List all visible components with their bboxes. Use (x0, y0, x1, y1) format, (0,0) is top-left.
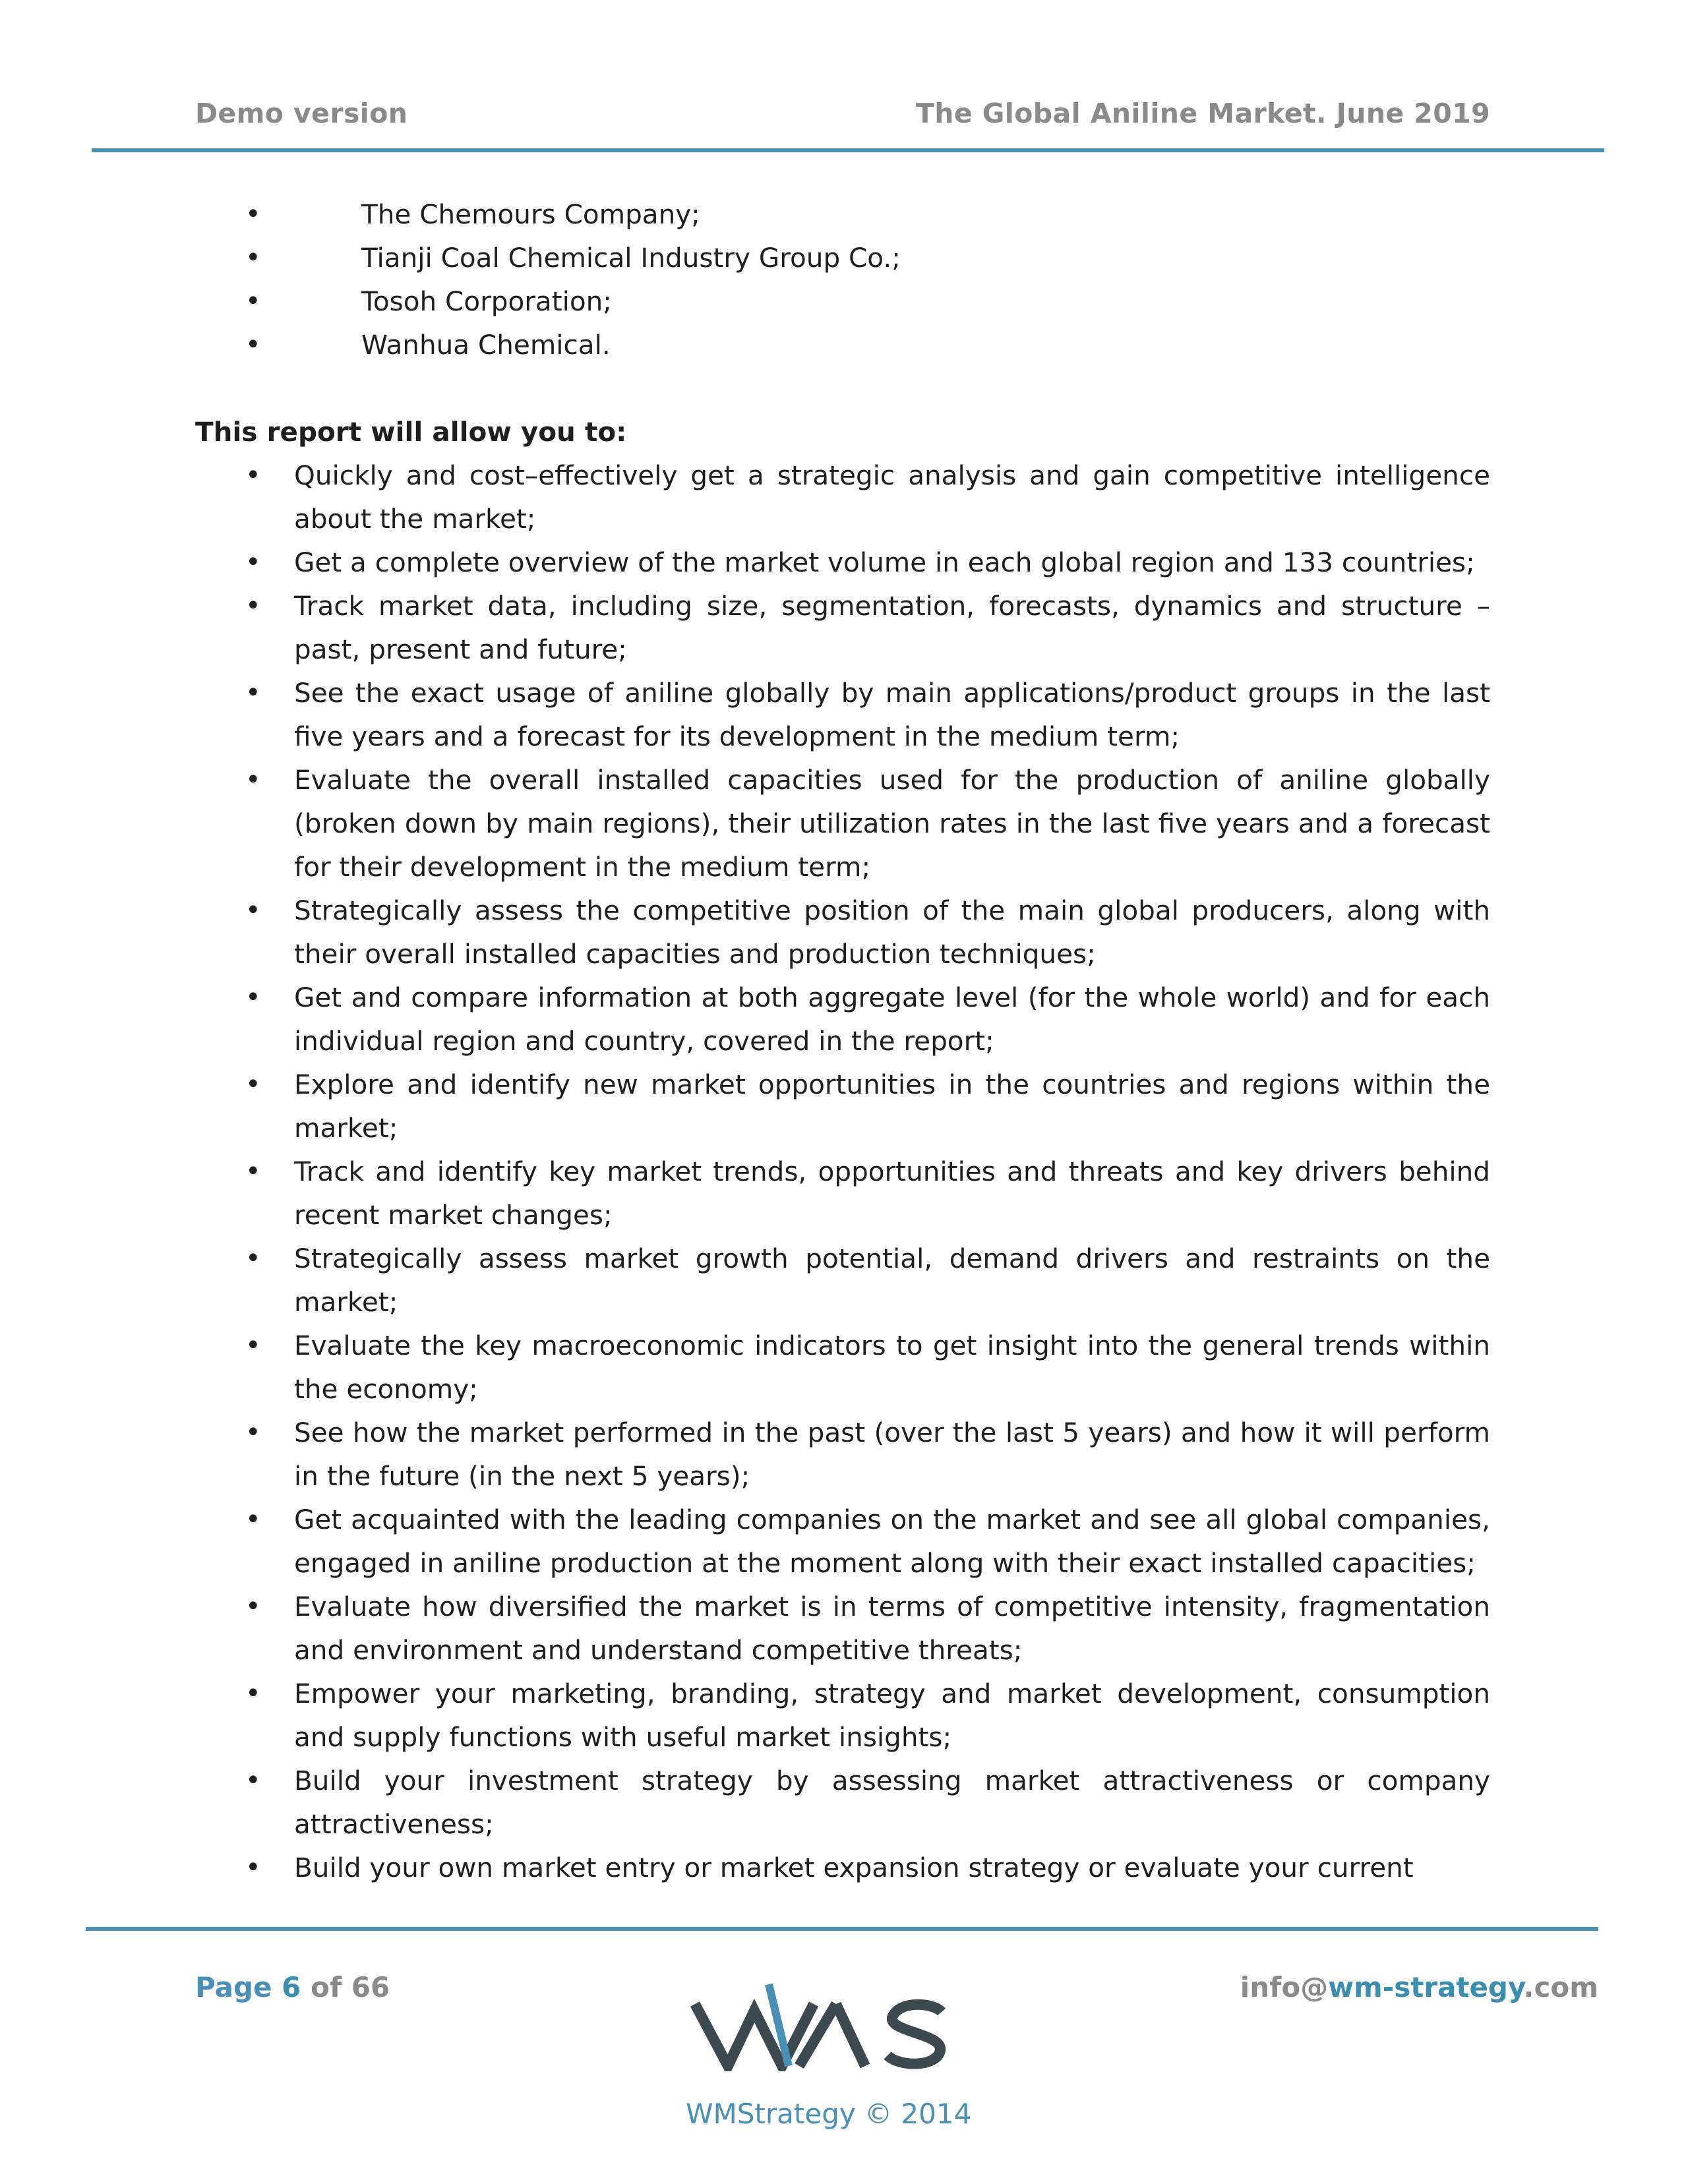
footer-divider (86, 1927, 1598, 1931)
contact-email[interactable] (1240, 1971, 1598, 2003)
benefit-item: • Evaluate the key macroeconomic indicators to get insight into the general trends within the economy; (195, 1324, 1490, 1411)
current-page: 6 (282, 1971, 301, 2003)
section-title: This report will allow you to: (195, 416, 627, 448)
benefit-item: • Build your own market entry or market expansion strategy or evaluate your current (195, 1846, 1490, 1889)
benefit-item: • Evaluate how diversified the market is in terms of competitive intensity, fragmentation and environment and understand competitive threats; (195, 1585, 1490, 1672)
benefit-item: • Get a complete overview of the market volume in each global region and 133 countries; (195, 541, 1490, 584)
page-label: Page (195, 1971, 272, 2003)
benefit-item: • Get acquainted with the leading companies on the market and see all global companies, engaged in aniline production at the moment along with their exact installed capacities; (195, 1498, 1490, 1585)
company-item: • Tosoh Corporation; (195, 280, 1490, 323)
company-item: • The Chemours Company; (195, 192, 1490, 236)
header-divider (92, 148, 1604, 152)
benefit-item: • See how the market performed in the past (over the last 5 years) and how it will perform in the future (in the next 5 years); (195, 1411, 1490, 1498)
benefit-item: • Evaluate the overall installed capacities used for the production of aniline globally (broken down by main regions), their utilization rates in the last five years and a forecast for their development in the medium term; (195, 758, 1490, 889)
total-pages: of 66 (311, 1971, 390, 2003)
benefit-item: • Strategically assess the competitive position of the main global producers, along with their overall installed capacities and production techniques; (195, 889, 1490, 976)
page-content (195, 192, 1490, 1889)
company-item: • Wanhua Chemical. (195, 323, 1490, 367)
benefit-item: • Empower your marketing, branding, strategy and market development, consumption and supply functions with useful market insights; (195, 1672, 1490, 1759)
benefit-item: • Quickly and cost–effectively get a strategic analysis and gain competitive intelligence about the market; (195, 454, 1490, 541)
benefit-item: • Strategically assess market growth potential, demand drivers and restraints on the market; (195, 1237, 1490, 1324)
header-demo-label: Demo version (195, 98, 408, 129)
benefit-list (195, 454, 1490, 1889)
page-number (195, 1971, 390, 2003)
company-list (195, 192, 1490, 367)
email-user: info@ (1240, 1971, 1329, 2003)
email-tld: .com (1523, 1971, 1598, 2003)
copyright: WMStrategy © 2014 (686, 2098, 972, 2130)
benefit-item: • Get and compare information at both aggregate level (for the whole world) and for each individual region and country, covered in the report; (195, 976, 1490, 1063)
page-header (195, 98, 1490, 129)
company-item: • Tianji Coal Chemical Industry Group Co.; (195, 236, 1490, 280)
benefit-item: • Track and identify key market trends, opportunities and threats and key drivers behind recent market changes; (195, 1150, 1490, 1237)
email-site: wm-strategy (1328, 1971, 1524, 2003)
benefit-item: • See the exact usage of aniline globally by main applications/product groups in the last five years and a forecast for its development in the medium term; (195, 671, 1490, 758)
wms-logo-icon (690, 1979, 953, 2071)
benefit-item: • Track market data, including size, segmentation, forecasts, dynamics and structure – past, present and future; (195, 584, 1490, 671)
benefit-item: • Build your investment strategy by assessing market attractiveness or company attractiveness; (195, 1759, 1490, 1846)
header-report-title: The Global Aniline Market. June 2019 (915, 98, 1490, 129)
benefit-item: • Explore and identify new market opportunities in the countries and regions within the market; (195, 1063, 1490, 1150)
